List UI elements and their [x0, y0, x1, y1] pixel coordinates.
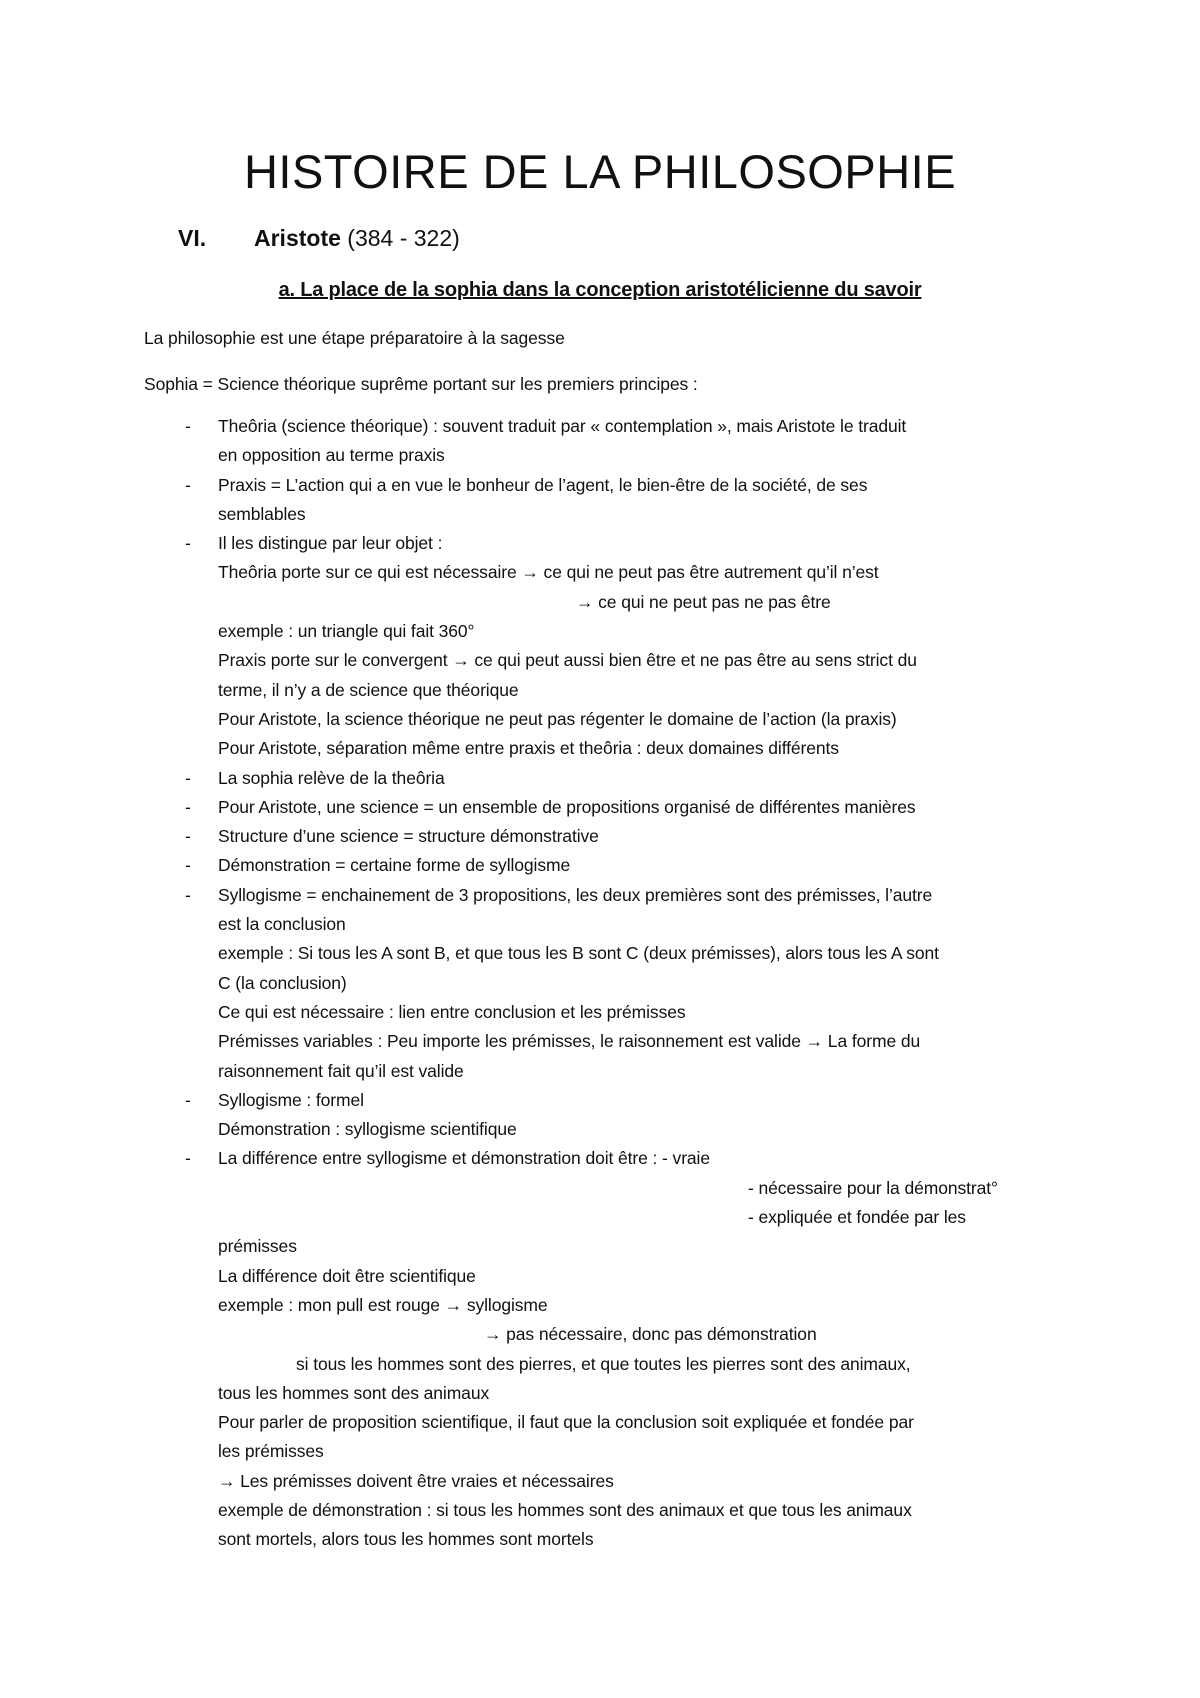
bullet-dash: - [185, 533, 191, 554]
line-text: terme, il n’y a de science que théorique [218, 679, 519, 700]
line-text: Theôria porte sur ce qui est nécessaire → ce qui ne peut pas être autrement qu’il n’est [218, 562, 879, 583]
list-item [0, 1027, 1200, 1056]
list-item [0, 1467, 1200, 1496]
document-title: HISTOIRE DE LA PHILOSOPHIE [243, 145, 957, 198]
list-item [0, 1408, 1200, 1437]
line-text: Structure d’une science = structure démonstrative [218, 826, 599, 847]
bullet-list [0, 412, 1200, 1555]
list-item [0, 1262, 1200, 1291]
line-text: Pour parler de proposition scientifique, il faut que la conclusion soit expliquée et fondée par [218, 1412, 914, 1433]
line-text: Ce qui est nécessaire : lien entre conclusion et les prémisses [218, 1001, 686, 1022]
list-item [0, 793, 1200, 822]
list-item [0, 1525, 1200, 1554]
line-text: Praxis = L’action qui a en vue le bonheur de l’agent, le bien-être de la société, de ses [218, 474, 868, 495]
intro-paragraph-1: La philosophie est une étape préparatoire à la sagesse [144, 328, 565, 348]
bullet-dash: - [185, 767, 191, 788]
line-text: tous les hommes sont des animaux [218, 1382, 490, 1403]
list-item [0, 646, 1200, 675]
line-text: si tous les hommes sont des pierres, et que toutes les pierres sont des animaux, [296, 1353, 911, 1374]
list-item [0, 1320, 1200, 1349]
line-text: - expliquée et fondée par les [748, 1207, 966, 1228]
list-item [0, 734, 1200, 763]
line-text: Il les distingue par leur objet : [218, 533, 443, 554]
list-item [0, 1086, 1200, 1115]
list-item [0, 764, 1200, 793]
line-text: prémisses [218, 1236, 297, 1257]
section-name: Aristote [254, 225, 341, 251]
bullet-dash: - [185, 884, 191, 905]
line-text: Prémisses variables : Peu importe les prémisses, le raisonnement est valide → La forme du [218, 1031, 921, 1052]
list-item [0, 1232, 1200, 1261]
line-text: Theôria (science théorique) : souvent traduit par « contemplation », mais Aristote le traduit [218, 416, 907, 436]
bullet-dash: - [185, 474, 191, 495]
line-text: → pas nécessaire, donc pas démonstration [484, 1324, 817, 1345]
line-text: Pour Aristote, séparation même entre praxis et theôria : deux domaines différents [218, 738, 839, 759]
list-item [0, 998, 1200, 1027]
line-text: exemple de démonstration : si tous les hommes sont des animaux et que tous les animaux [218, 1499, 912, 1520]
line-text: est la conclusion [218, 914, 346, 935]
list-item [0, 558, 1200, 587]
bullet-dash: - [185, 1089, 191, 1110]
list-item [0, 471, 1200, 500]
list-item [0, 1291, 1200, 1320]
list-item [0, 500, 1200, 529]
intro-paragraph-2: Sophia = Science théorique suprême portant sur les premiers principes : [144, 374, 698, 394]
line-text: raisonnement fait qu’il est valide [218, 1060, 464, 1081]
line-text: La sophia relève de la theôria [218, 767, 445, 788]
line-text: - nécessaire pour la démonstrat° [748, 1177, 998, 1198]
list-item [0, 1174, 1200, 1203]
section-heading [178, 222, 460, 254]
line-text: → Les prémisses doivent être vraies et nécessaires [218, 1470, 614, 1491]
subsection-heading: a. La place de la sophia dans la conception aristotélicienne du savoir [278, 279, 922, 301]
line-text: C (la conclusion) [218, 972, 347, 993]
line-text: Syllogisme = enchainement de 3 propositions, les deux premières sont des prémisses, l’autre [218, 884, 933, 905]
line-text: → ce qui ne peut pas ne pas être [576, 591, 831, 612]
list-item [0, 1379, 1200, 1408]
section-dates: (384 - 322) [340, 225, 460, 251]
line-text: La différence doit être scientifique [218, 1265, 476, 1286]
list-item [0, 529, 1200, 558]
line-text: exemple : mon pull est rouge → syllogisme [218, 1294, 548, 1315]
line-text: sont mortels, alors tous les hommes sont mortels [218, 1529, 594, 1550]
line-text: exemple : un triangle qui fait 360° [218, 621, 475, 642]
line-text: exemple : Si tous les A sont B, et que tous les B sont C (deux prémisses), alors tous les A sont [218, 943, 939, 964]
list-item [0, 910, 1200, 939]
line-text: semblables [218, 503, 306, 524]
list-item [0, 1203, 1200, 1232]
list-item [0, 441, 1200, 470]
bullet-dash: - [185, 855, 191, 876]
line-text: en opposition au terme praxis [218, 445, 445, 466]
list-item [0, 1437, 1200, 1466]
bullet-dash: - [185, 1148, 191, 1169]
line-text: Syllogisme : formel [218, 1089, 364, 1110]
bullet-dash: - [185, 826, 191, 847]
bullet-dash: - [185, 796, 191, 817]
list-item [0, 1144, 1200, 1173]
list-item [0, 969, 1200, 998]
line-text: La différence entre syllogisme et démonstration doit être : - vraie [218, 1148, 710, 1169]
list-item [0, 588, 1200, 617]
list-item [0, 881, 1200, 910]
list-item [0, 412, 1200, 441]
list-item [0, 851, 1200, 880]
list-item [0, 617, 1200, 646]
line-text: Démonstration : syllogisme scientifique [218, 1119, 517, 1140]
list-item [0, 939, 1200, 968]
list-item [0, 1115, 1200, 1144]
list-item [0, 1057, 1200, 1086]
section-number: VI. [178, 225, 207, 251]
list-item [0, 822, 1200, 851]
list-item [0, 705, 1200, 734]
line-text: Pour Aristote, une science = un ensemble de propositions organisé de différentes manières [218, 796, 916, 817]
list-item [0, 1350, 1200, 1379]
line-text: Praxis porte sur le convergent → ce qui peut aussi bien être et ne pas être au sens strict du [218, 650, 917, 671]
line-text: les prémisses [218, 1441, 324, 1462]
list-item [0, 676, 1200, 705]
bullet-dash: - [185, 416, 191, 436]
line-text: Démonstration = certaine forme de syllogisme [218, 855, 571, 876]
list-item [0, 1496, 1200, 1525]
line-text: Pour Aristote, la science théorique ne peut pas régenter le domaine de l’action (la praxis) [218, 708, 897, 729]
